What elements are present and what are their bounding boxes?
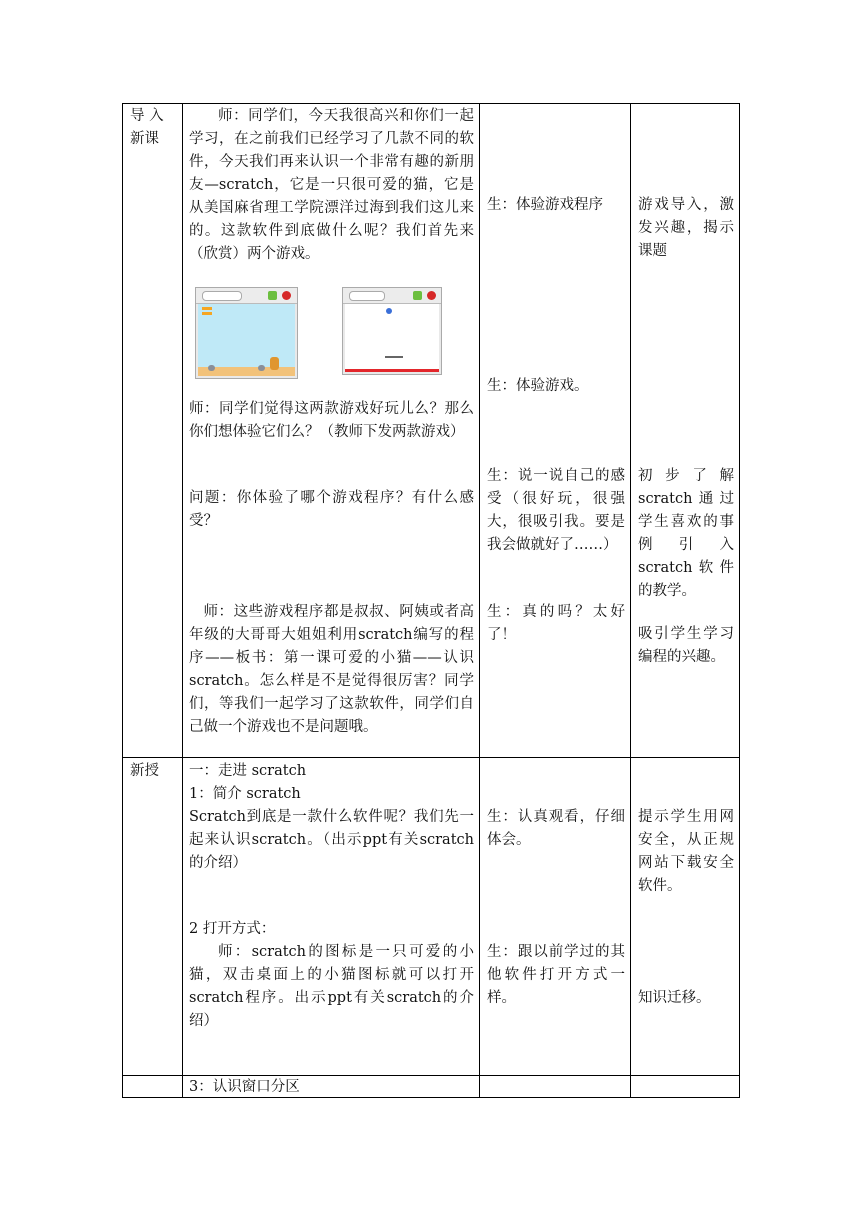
game-stage <box>198 304 295 376</box>
paddle-sprite-icon <box>385 356 403 358</box>
cat-game-screenshot <box>195 287 298 379</box>
green-flag-icon <box>413 291 422 300</box>
cat-sprite-icon <box>270 357 279 370</box>
new-student-1: 生：认真观看，仔细体会。 <box>487 809 625 848</box>
col-border-3 <box>630 103 631 1098</box>
stage-new: 新授 <box>130 763 159 779</box>
new-intent-2: 知识迁移。 <box>638 990 711 1006</box>
row-divider-1 <box>122 757 740 758</box>
new-teacher-p1: Scratch到底是一款什么软件呢？我们先一起来认识scratch。（出示ppt有关scratch的介绍） <box>189 809 474 871</box>
stop-icon <box>282 291 291 300</box>
intro-student-3: 生：说一说自己的感受（很好玩，很强大，很吸引我。要是我会做就好了……） <box>487 468 625 553</box>
intro-teacher-p3: 问题：你体验了哪个游戏程序？有什么感受？ <box>189 490 474 529</box>
new-teacher-h1: 一：走进 scratch <box>189 763 307 779</box>
intro-teacher-p1: 师：同学们，今天我很高兴和你们一起学习，在之前我们已经学习了几款不同的软件，今天我们再来认识一个非常有趣的新朋友—scratch，它是一只很可爱的猫，它是从美国麻省理工学院漂洋过海到我们这儿来的。这款软件到底做什么呢？我们首先来（欣赏）两个游戏。 <box>189 108 474 262</box>
new-intent-1: 提示学生用网安全，从正规网站下载安全软件。 <box>638 809 734 894</box>
col-border-0 <box>122 103 123 1098</box>
game-toolbar <box>343 288 441 304</box>
game-stage <box>345 304 439 372</box>
col-border-1 <box>182 103 183 1098</box>
stage-intro: 导 入 新课 <box>130 108 164 147</box>
new-student-2: 生：跟以前学过的其他软件打开方式一样。 <box>487 944 625 1006</box>
game-toolbar <box>196 288 297 304</box>
table-top-border <box>122 103 740 104</box>
intro-intent-1: 游戏导入，激发兴趣，揭示课题 <box>638 197 734 259</box>
stop-icon <box>427 291 436 300</box>
intro-student-2: 生：体验游戏。 <box>487 378 589 394</box>
intro-student-1: 生：体验游戏程序 <box>487 197 603 213</box>
intro-teacher-p2: 师：同学们觉得这两款游戏好玩儿么？那么你们想体验它们么？（教师下发两款游戏） <box>189 401 474 440</box>
new-teacher-h3: 2 打开方式： <box>189 921 276 937</box>
intro-intent-2: 初步了解scratch通过学生喜欢的事例引入scratch软件的教学。 <box>638 468 734 599</box>
intro-intent-3: 吸引学生学习编程的兴趣。 <box>638 626 734 665</box>
intro-teacher-p4: 师：这些游戏程序都是叔叔、阿姨或者高年级的大哥哥大姐姐利用scratch编写的程序——板书：第一课可爱的小猫——认识scratch。怎么样是不是觉得很厉害？同学们，等我们一起学习了这款软件，同学们自己做一个游戏也不是问题哦。 <box>189 604 474 735</box>
mouse-sprite-icon <box>208 365 215 371</box>
col-border-4 <box>739 103 740 1098</box>
new-teacher-h2: 1：简介 scratch <box>189 786 301 802</box>
ball-game-screenshot <box>342 287 442 375</box>
col-border-2 <box>479 103 480 1098</box>
last-teacher: 3：认识窗口分区 <box>189 1079 300 1095</box>
intro-student-4: 生：真的吗？太好了！ <box>487 604 625 643</box>
new-teacher-p2: 师：scratch的图标是一只可爱的小猫，双击桌面上的小猫图标就可以打开scratch程序。出示ppt有关scratch的介绍） <box>189 944 474 1029</box>
ball-sprite-icon <box>386 308 392 314</box>
green-flag-icon <box>268 291 277 300</box>
